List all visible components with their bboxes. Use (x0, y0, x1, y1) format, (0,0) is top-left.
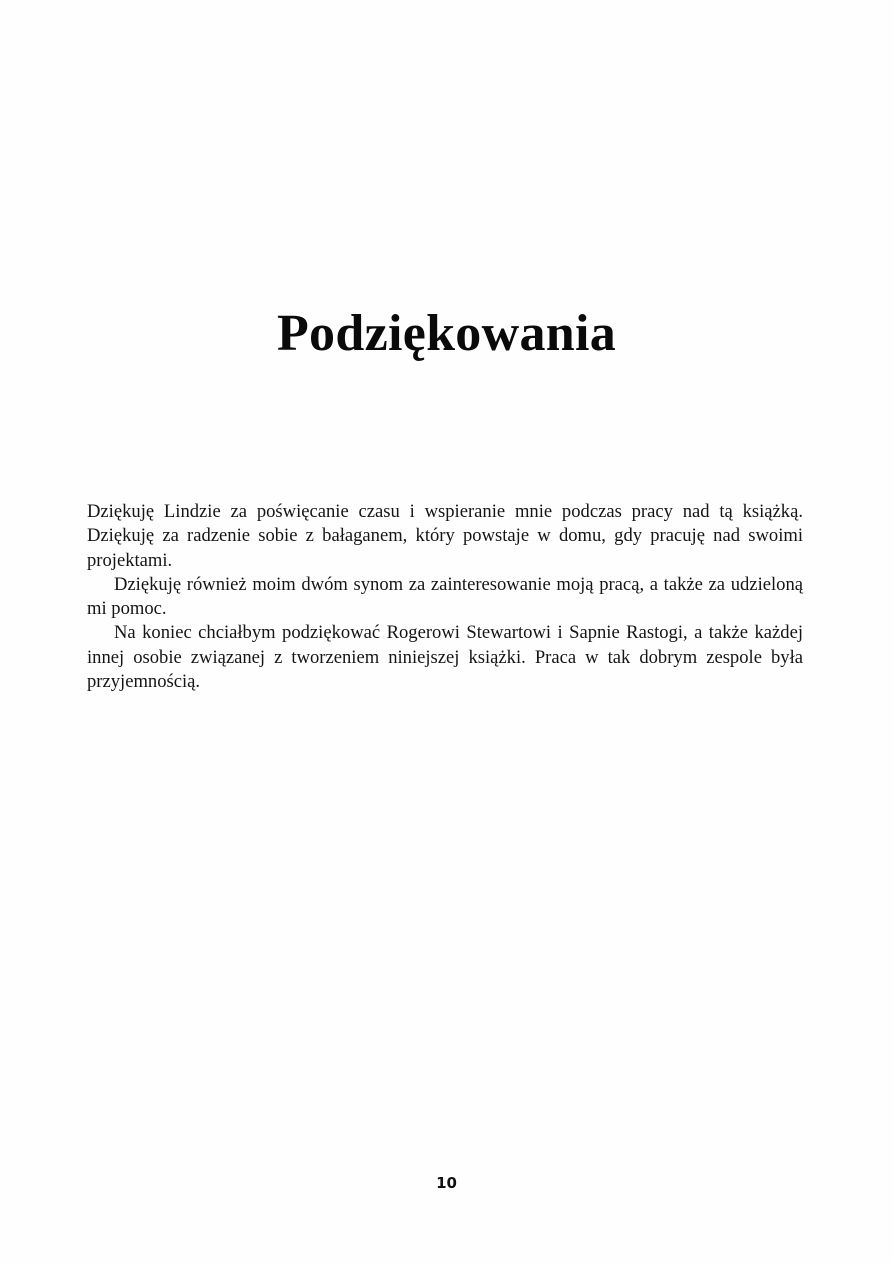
acknowledgements-body (87, 500, 803, 694)
page-number: 10 (436, 1174, 457, 1192)
paragraph: Na koniec chciałbym podziękować Rogerowi Stewartowi i Sapnie Rastogi, a także każdej innej osobie związanej z tworzeniem niniejszej książki. Praca w tak dobrym zespole była przyjemnością. (87, 622, 803, 693)
paragraph: Dziękuję również moim dwóm synom za zainteresowanie moją pracą, a także za udzieloną mi pomoc. (87, 573, 803, 620)
paragraph: Dziękuję Lindzie za poświęcanie czasu i wspieranie mnie podczas pracy nad tą książką. Dziękuję za radzenie sobie z bałaganem, który powstaje w domu, gdy pracuję nad swoimi projektami. (87, 501, 803, 571)
page-title: Podziękowania (276, 305, 617, 362)
